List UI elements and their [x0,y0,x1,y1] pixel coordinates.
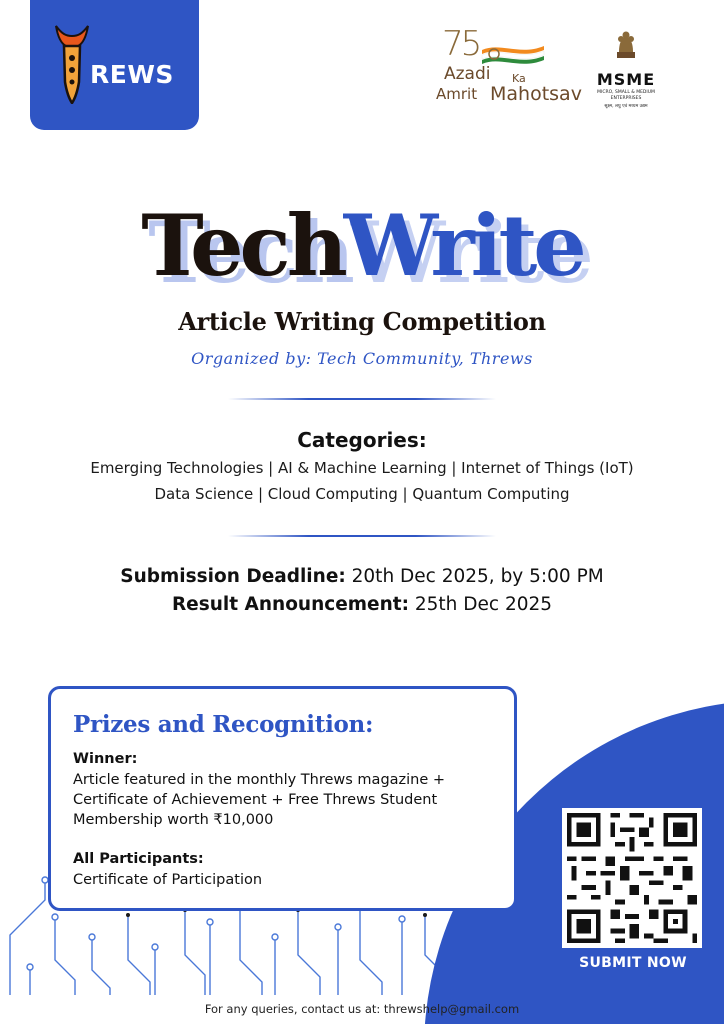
result-label: Result Announcement: [171,594,409,615]
azadi-number: 75 [442,24,480,64]
msme-subtitle: MICRO, SMALL & MEDIUM ENTERPRISES [597,90,655,101]
rocket-logo-icon [52,24,92,104]
footer-contact: For any queries, contact us at: threwshelp@gmail.com [204,1002,520,1016]
organizer-line: Organized by: Tech Community, Threws [191,349,533,368]
prizes-card [48,686,517,911]
prizes-title: Prizes and Recognition: [73,711,374,738]
participants-text: Certificate of Participation [73,872,263,888]
submit-now-button[interactable]: SUBMIT NOW [579,955,687,971]
winner-text: Article featured in the monthly Threws magazine + Certificate of Achievement + Free Threws Student Membership worth ₹10,000 [73,772,446,828]
azadi-ka-amrit-mahotsav-logo [436,24,582,110]
categories-heading: Categories: [297,428,427,452]
msme-subtitle-hindi: सूक्ष्म, लघु एवं मध्यम उद्यम [604,104,648,109]
msme-wordmark: MSME [596,70,656,89]
azadi-word: Azadi [444,64,491,84]
deadline-value: 20th Dec 2025, by 5:00 PM [345,566,604,587]
mahotsav-word: Mahotsav [490,83,582,105]
brand-logo-text: REWS [90,60,174,89]
participants-label: All Participants: [73,851,204,867]
azadi-ka-word: Ka [512,72,526,85]
deadline-label: Submission Deadline: [120,566,346,587]
divider-bottom [228,535,496,537]
result-value: 25th Dec 2025 [409,594,553,615]
winner-label: Winner: [73,751,138,767]
divider-top [228,398,496,400]
categories-line-2: Data Science | Cloud Computing | Quantum Computing [154,485,570,503]
submission-deadline [0,566,724,587]
event-subtitle: Article Writing Competition [178,307,546,336]
event-title-part2: Write [343,196,583,295]
event-title-part1: Tech [141,196,344,295]
msme-logo [590,30,662,120]
national-emblem-icon [615,30,637,60]
qr-code-icon[interactable] [562,808,702,948]
categories-line-1: Emerging Technologies | AI & Machine Learning | Internet of Things (IoT) [90,459,634,477]
tricolour-flag-icon [480,44,546,64]
brand-logo [30,0,199,130]
amrit-word: Amrit [436,85,478,103]
event-title [0,196,724,296]
result-announcement [0,594,724,615]
